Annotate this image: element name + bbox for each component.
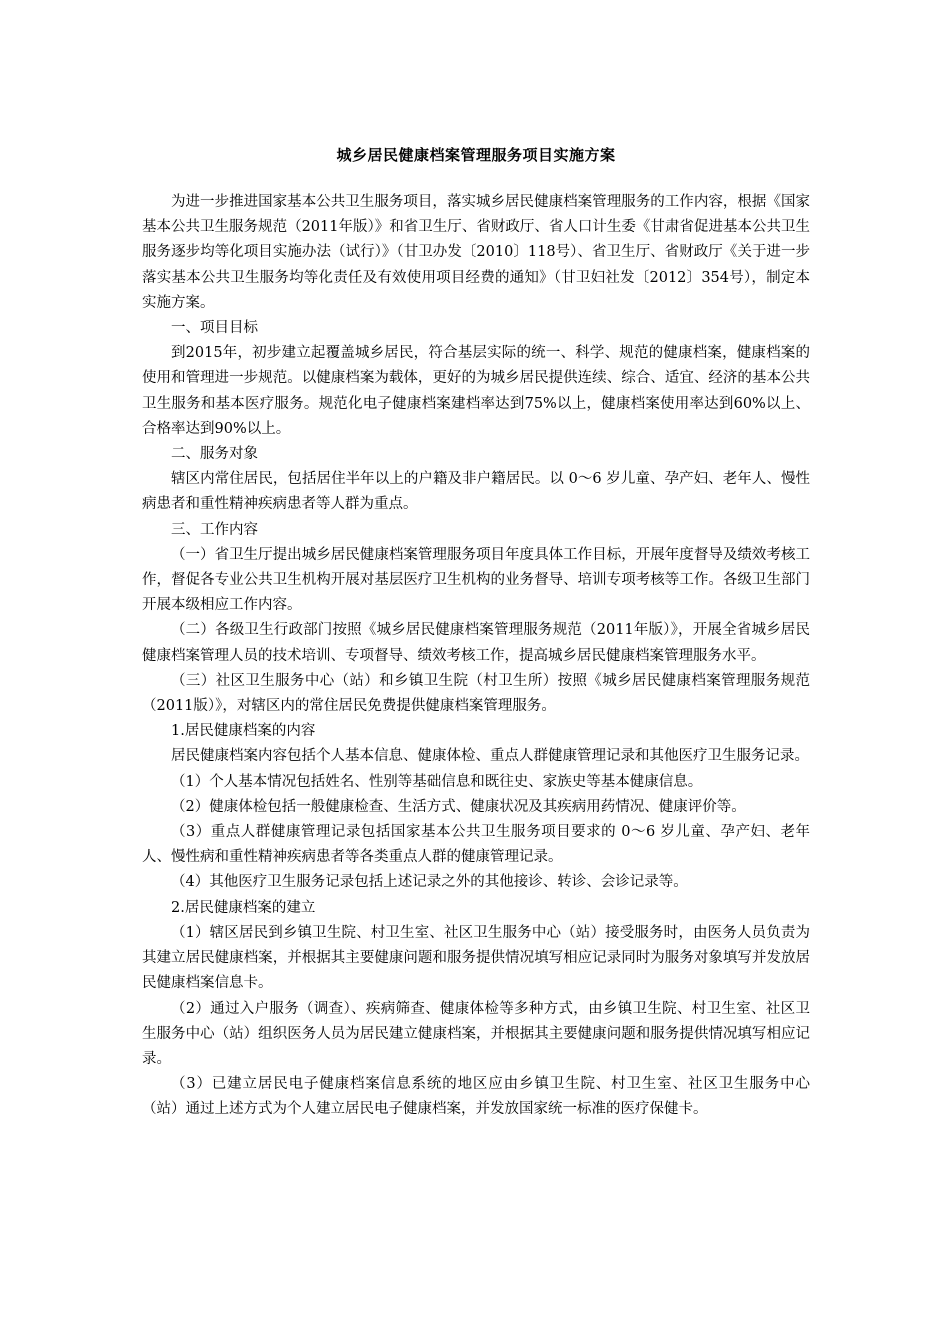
subheading-content: 1.居民健康档案的内容 xyxy=(171,723,316,740)
content-item-3: （3）重点人群健康管理记录包括国家基本公共卫生服务项目要求的 0～6 岁儿童、孕产妇、老年人、慢性病和重性精神疾病患者等各类重点人群的健康管理记录。 xyxy=(142,824,810,866)
work-item-1: （一）省卫生厅提出城乡居民健康档案管理服务项目年度具体工作目标，开展年度督导及绩效考核工作，督促各专业公共卫生机构开展对基层医疗卫生机构的业务督导、培训专项考核等工作。各级卫生部门开展本级相应工作内容。 xyxy=(142,546,810,614)
content-item-4: （4）其他医疗卫生服务记录包括上述记录之外的其他接诊、转诊、会诊记录等。 xyxy=(171,874,688,891)
establish-item-2: （2）通过入户服务（调查）、疾病筛查、健康体检等多种方式，由乡镇卫生院、村卫生室、社区卫生服务中心（站）组织医务人员为居民建立健康档案，并根据其主要健康问题和服务提供情况填写相应记录。 xyxy=(142,1000,810,1067)
content-item-1: （1）个人基本情况包括姓名、性别等基础信息和既往史、家族史等基本健康信息。 xyxy=(171,773,703,790)
document-title: 城乡居民健康档案管理服务项目实施方案 xyxy=(336,146,616,164)
section-heading-work: 三、工作内容 xyxy=(171,521,258,538)
section-heading-goals: 一、项目目标 xyxy=(171,320,258,337)
work-item-2: （二）各级卫生行政部门按照《城乡居民健康档案管理服务规范（2011年版）》，开展全省城乡居民健康档案管理人员的技术培训、专项督导、绩效考核工作，提高城乡居民健康档案管理服务水平。 xyxy=(142,622,810,664)
content-item-2: （2）健康体检包括一般健康检查、生活方式、健康状况及其疾病用药情况、健康评价等。 xyxy=(171,798,746,815)
goals-paragraph: 到2015年，初步建立起覆盖城乡居民，符合基层实际的统一、科学、规范的健康档案，健康档案的使用和管理进一步规范。以健康档案为载体，更好的为城乡居民提供连续、综合、适宜、经济的基本公共卫生服务和基本医疗服务。规范化电子健康档案建档率达到75%以上，健康档案使用率达到60%以上、合格率达到90%以上。 xyxy=(142,345,810,437)
targets-paragraph: 辖区内常住居民，包括居住半年以上的户籍及非户籍居民。以 0～6 岁儿童、孕产妇、老年人、慢性病患者和重性精神疾病患者等人群为重点。 xyxy=(142,471,810,513)
establish-item-1: （1）辖区居民到乡镇卫生院、村卫生室、社区卫生服务中心（站）接受服务时，由医务人员负责为其建立居民健康档案，并根据其主要健康问题和服务提供情况填写相应记录同时为服务对象填写并发放居民健康档案信息卡。 xyxy=(142,924,810,992)
section-heading-targets: 二、服务对象 xyxy=(171,446,258,463)
content-paragraph: 居民健康档案内容包括个人基本信息、健康体检、重点人群健康管理记录和其他医疗卫生服务记录。 xyxy=(171,748,809,765)
document-page xyxy=(142,144,810,1123)
subheading-establish: 2.居民健康档案的建立 xyxy=(171,899,316,916)
establish-item-3: （3）已建立居民电子健康档案信息系统的地区应由乡镇卫生院、村卫生室、社区卫生服务中心（站）通过上述方式为个人建立居民电子健康档案，并发放国家统一标准的医疗保健卡。 xyxy=(142,1076,810,1118)
intro-paragraph: 为进一步推进国家基本公共卫生服务项目，落实城乡居民健康档案管理服务的工作内容，根据《国家基本公共卫生服务规范（2011年版）》和省卫生厅、省财政厅、省人口计生委《甘肃省促进基本公共卫生服务逐步均等化项目实施办法（试行）》（甘卫办发〔2010〕118号）、省卫生厅、省财政厅《关于进一步落实基本公共卫生服务均等化责任及有效使用项目经费的通知》（甘卫妇社发〔2012〕354号），制定本实施方案。 xyxy=(142,194,810,311)
work-item-3: （三）社区卫生服务中心（站）和乡镇卫生院（村卫生所）按照《城乡居民健康档案管理服务规范（2011版）》，对辖区内的常住居民免费提供健康档案管理服务。 xyxy=(142,672,810,715)
